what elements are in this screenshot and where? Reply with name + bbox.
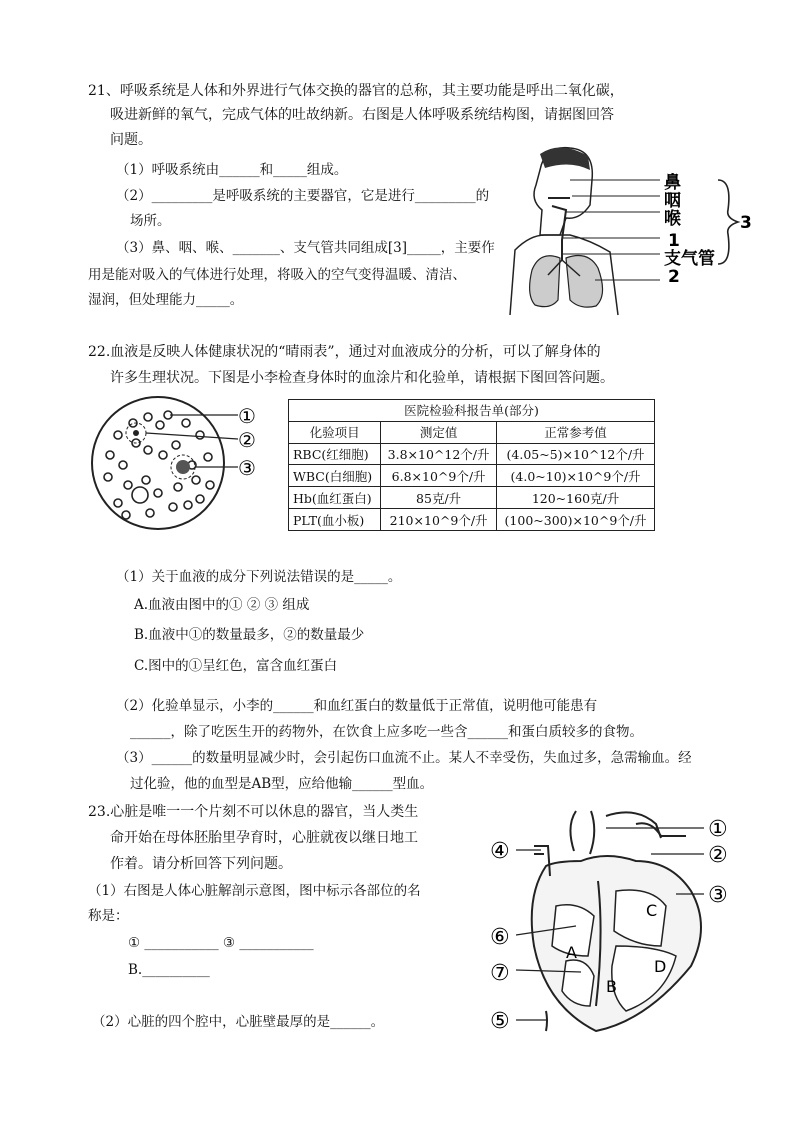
q22-line1: 22.血液是反映人体健康状况的“晴雨表”，通过对血液成分的分析，可以了解身体的: [88, 344, 601, 360]
heart-label-2: ②: [708, 843, 728, 868]
table-row: [289, 487, 655, 509]
q23-part2: （2）心脏的四个腔中，心脏壁最厚的是______。: [92, 1014, 385, 1030]
blood-smear-figure: [88, 395, 278, 535]
label-pharynx: 咽: [664, 191, 681, 211]
cell: 6.8×10^9个/升: [381, 465, 497, 487]
heart-label-5: ⑤: [490, 1009, 510, 1034]
label-2: 2: [668, 267, 680, 287]
label-3: 3: [740, 213, 752, 233]
heart-label-4: ④: [490, 839, 510, 864]
col-header-measured: 测定值: [381, 421, 497, 443]
col-header-reference: 正常参考值: [497, 421, 655, 443]
cell: (4.05~5)×10^12个/升: [497, 443, 655, 465]
q22-part1: （1）关于血液的成分下列说法错误的是_____。: [116, 569, 402, 585]
label-larynx: 喉: [664, 209, 681, 229]
q21-sub2b: 场所。: [130, 213, 171, 229]
q22-option-a: A.血液由图中的① ② ③ 组成: [134, 597, 310, 613]
respiratory-system-figure: [500, 140, 760, 320]
chamber-b: B: [606, 977, 617, 996]
label-1: 1: [668, 231, 680, 251]
smear-label-2: ②: [238, 428, 256, 452]
q21-sub3b: 用是能对吸入的气体进行处理，将吸入的空气变得温暖、清洁、: [88, 267, 466, 283]
q22-part2b: ______，除了吃医生开的药物外，在饮食上应多吃一些含______和蛋白质较多的食物。: [130, 724, 643, 740]
label-nose: 鼻: [664, 173, 681, 193]
q23-answer-line2: B.__________: [128, 962, 210, 978]
lab-report-table: [288, 399, 655, 531]
chamber-a: A: [566, 943, 577, 962]
table-row: [289, 509, 655, 531]
label-bronchi: 支气管: [664, 249, 715, 269]
smear-label-1: ①: [238, 404, 256, 428]
q22-option-b: B.血液中①的数量最多，②的数量最少: [134, 627, 365, 643]
q21-sub2: （2）_________是呼吸系统的主要器官，它是进行_________的: [116, 188, 490, 204]
cell: 210×10^9个/升: [381, 509, 497, 531]
heart-anatomy-figure: [486, 806, 746, 1046]
smear-label-3: ③: [238, 456, 256, 480]
q22-part2a: （2）化验单显示，小李的______和血红蛋白的数量低于正常值，说明他可能患有: [116, 698, 598, 714]
cell: WBC(白细胞): [289, 465, 381, 487]
chamber-c: C: [646, 901, 658, 920]
q22-line2: 许多生理状况。下图是小李检查身体时的血涂片和化验单，请根据下图回答问题。: [110, 370, 614, 386]
q21-sub1: （1）呼吸系统由______和_____组成。: [116, 162, 348, 178]
cell: 85克/升: [381, 487, 497, 509]
col-header-item: 化验项目: [289, 421, 381, 443]
q21-sub3: （3）鼻、咽、喉、_______、支气管共同组成[3]_____，主要作: [116, 240, 495, 256]
q23-line3: 作着。请分析回答下列问题。: [110, 856, 292, 872]
q23-line2: 命开始在母体胚胎里孕育时，心脏就夜以继日地工: [110, 830, 418, 846]
cell: 120~160克/升: [497, 487, 655, 509]
q21-line1: 21、呼吸系统是人体和外界进行气体交换的器官的总称，其主要功能是呼出二氧化碳，: [88, 83, 624, 99]
cell: 3.8×10^12个/升: [381, 443, 497, 465]
cell: (4.0~10)×10^9个/升: [497, 465, 655, 487]
q23-part1b: 称是：: [88, 908, 129, 924]
q23-part1a: （1）右图是人体心脏解剖示意图，图中标示各部位的名: [88, 883, 421, 899]
q21-line3: 问题。: [110, 132, 152, 148]
heart-label-1: ①: [708, 817, 728, 842]
cell: RBC(红细胞): [289, 443, 381, 465]
cell: PLT(血小板): [289, 509, 381, 531]
q22-part3a: （3）______的数量明显减少时，会引起伤口血流不止。某人不幸受伤，失血过多，急需输血。经: [116, 750, 692, 766]
table-row: [289, 443, 655, 465]
lab-report-title: 医院检验科报告单(部分): [289, 400, 655, 422]
heart-label-7: ⑦: [490, 961, 510, 986]
cell: Hb(血红蛋白): [289, 487, 381, 509]
heart-label-3: ③: [708, 883, 728, 908]
cell: (100~300)×10^9个/升: [497, 509, 655, 531]
table-row: [289, 465, 655, 487]
q21-sub3c: 湿润，但处理能力_____。: [88, 292, 244, 308]
q23-answer-line1: ① ___________ ③ ___________: [128, 935, 314, 951]
q23-line1: 23.心脏是唯一一个片刻不可以休息的器官，当人类生: [88, 804, 419, 820]
q22-option-c: C.图中的①呈红色，富含血红蛋白: [134, 658, 338, 674]
q21-line2: 吸进新鲜的氧气，完成气体的吐故纳新。右图是人体呼吸系统结构图，请据图回答: [110, 107, 614, 123]
chamber-d: D: [654, 957, 667, 976]
q22-part3b: 过化验，他的血型是AB型，应给他输______型血。: [130, 776, 434, 792]
heart-label-6: ⑥: [490, 925, 510, 950]
